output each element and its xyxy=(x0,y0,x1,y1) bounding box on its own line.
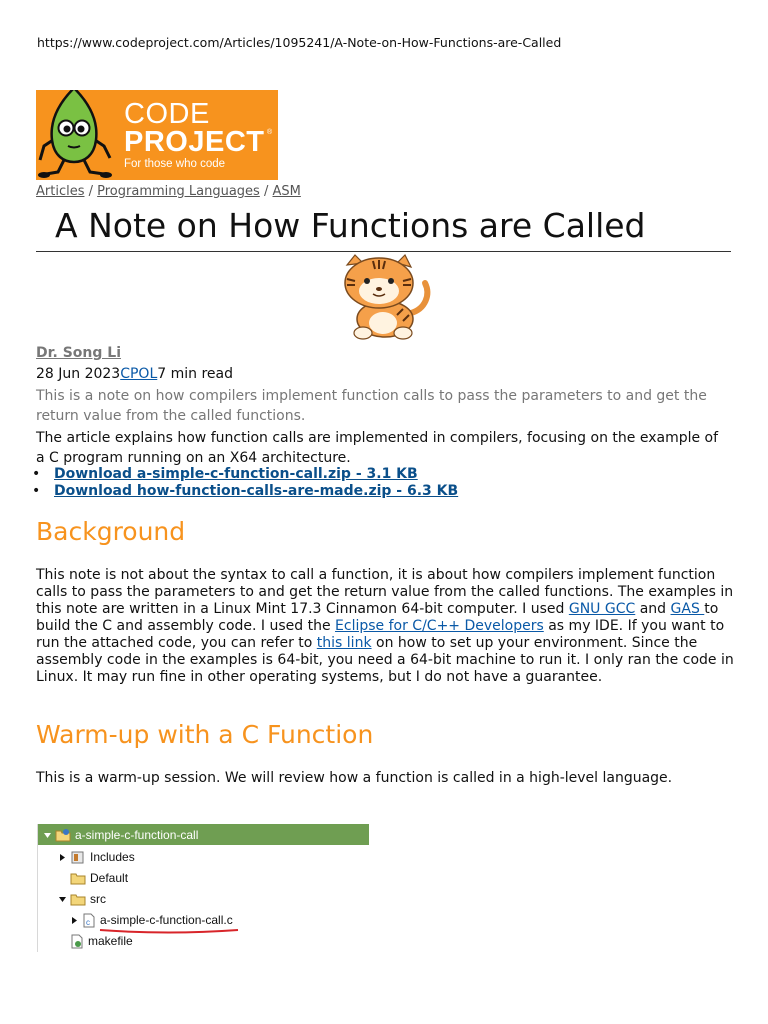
paragraph-text: on how to set up your environment. Since the assembly code in the examples is 64-bit, you need a 64-bit machine to run it. I only ran the code in Linux. It may run fine in other operating systems, but I do not have a guarantee. xyxy=(36,635,734,685)
gnu-gcc-link[interactable]: GNU GCC xyxy=(568,601,636,617)
logo-code-text: CODE xyxy=(124,98,210,130)
article-description: The article explains how function calls are implemented in compilers, focusing on the example of a C program running on an X64 architecture. xyxy=(36,430,719,466)
download-link-how-function-calls[interactable]: Download how-function-calls-are-made.zip - 6.3 KB xyxy=(54,483,459,499)
includes-icon xyxy=(70,850,86,864)
download-list xyxy=(32,466,458,500)
this-link[interactable]: this link xyxy=(316,635,372,651)
tree-row-project xyxy=(43,826,198,844)
breadcrumb xyxy=(36,184,301,199)
makefile-icon xyxy=(70,934,84,949)
bob-mascot-icon xyxy=(36,90,124,180)
section-heading-warmup: Warm-up with a C Function xyxy=(36,720,374,749)
tree-row-default xyxy=(70,869,128,887)
source-file-label: a-simple-c-function-call.c xyxy=(100,913,233,927)
breadcrumb-articles[interactable]: Articles xyxy=(36,184,85,199)
paragraph-text: to build the C and assembly code. I used the xyxy=(36,601,719,634)
eclipse-link[interactable]: Eclipse for C/C++ Developers xyxy=(335,618,544,634)
background-paragraph xyxy=(36,567,734,686)
logo-tagline: For those who code xyxy=(124,158,226,170)
folder-icon xyxy=(70,871,86,885)
list-item xyxy=(32,483,458,500)
author-link[interactable]: Dr. Song Li xyxy=(36,345,122,361)
default-label: Default xyxy=(90,871,129,885)
breadcrumb-asm[interactable]: ASM xyxy=(272,184,301,199)
article-summary: This is a note on how compilers implement function calls to pass the parameters to and get the return value from the called functions. xyxy=(36,388,707,424)
tree-row-src xyxy=(58,890,106,908)
publish-date: 28 Jun 2023 xyxy=(36,366,121,382)
logo-project-text: PROJECT xyxy=(124,126,265,158)
tree-row-makefile xyxy=(70,932,133,950)
breadcrumb-separator: / xyxy=(259,184,273,199)
paragraph-text: This note is not about the syntax to call a function, it is about how compilers implement function calls to pass the parameters to and get the return value from the called functions. The examples in this note are written in a Linux Mint 17.3 Cinnamon 64-bit computer. I used xyxy=(36,567,734,617)
download-link-simple-c-function-call[interactable]: Download a-simple-c-function-call.zip - 3.1 KB xyxy=(54,466,418,482)
breadcrumb-separator: / xyxy=(84,184,98,199)
page-url: https://www.codeproject.com/Articles/1095241/A-Note-on-How-Functions-are-Called xyxy=(37,35,562,50)
codeproject-logo[interactable] xyxy=(36,90,278,180)
project-explorer-screenshot xyxy=(37,824,369,952)
author-avatar-tiger-image xyxy=(333,251,433,343)
section-heading-background: Background xyxy=(36,517,186,546)
collapsed-arrow-icon xyxy=(58,853,67,862)
gas-link[interactable]: GAS xyxy=(670,601,705,617)
src-label: src xyxy=(90,892,106,906)
article-meta xyxy=(36,366,233,382)
svg-text:c: c xyxy=(86,917,90,927)
includes-label: Includes xyxy=(90,850,135,864)
project-row xyxy=(38,824,369,845)
article-title: A Note on How Functions are Called xyxy=(55,206,646,245)
warmup-paragraph: This is a warm-up session. We will review how a function is called in a high-level language. xyxy=(36,770,673,786)
expanded-arrow-icon xyxy=(43,831,52,840)
tree-row-includes xyxy=(58,848,135,866)
project-name: a-simple-c-function-call xyxy=(75,828,199,842)
license-link[interactable]: CPOL xyxy=(120,366,158,382)
read-time: 7 min read xyxy=(157,366,234,382)
makefile-label: makefile xyxy=(88,934,133,948)
source-folder-icon xyxy=(70,892,86,906)
paragraph-text: and xyxy=(635,601,671,617)
list-item xyxy=(32,466,458,483)
logo-registered-mark: ® xyxy=(267,129,273,136)
breadcrumb-programming-languages[interactable]: Programming Languages xyxy=(97,184,260,199)
paragraph-text: as my IDE. If you want to run the attached code, you can refer to xyxy=(36,618,725,651)
c-file-icon xyxy=(82,913,96,928)
collapsed-arrow-icon xyxy=(70,916,79,925)
project-folder-icon xyxy=(55,828,71,842)
expanded-arrow-icon xyxy=(58,895,67,904)
